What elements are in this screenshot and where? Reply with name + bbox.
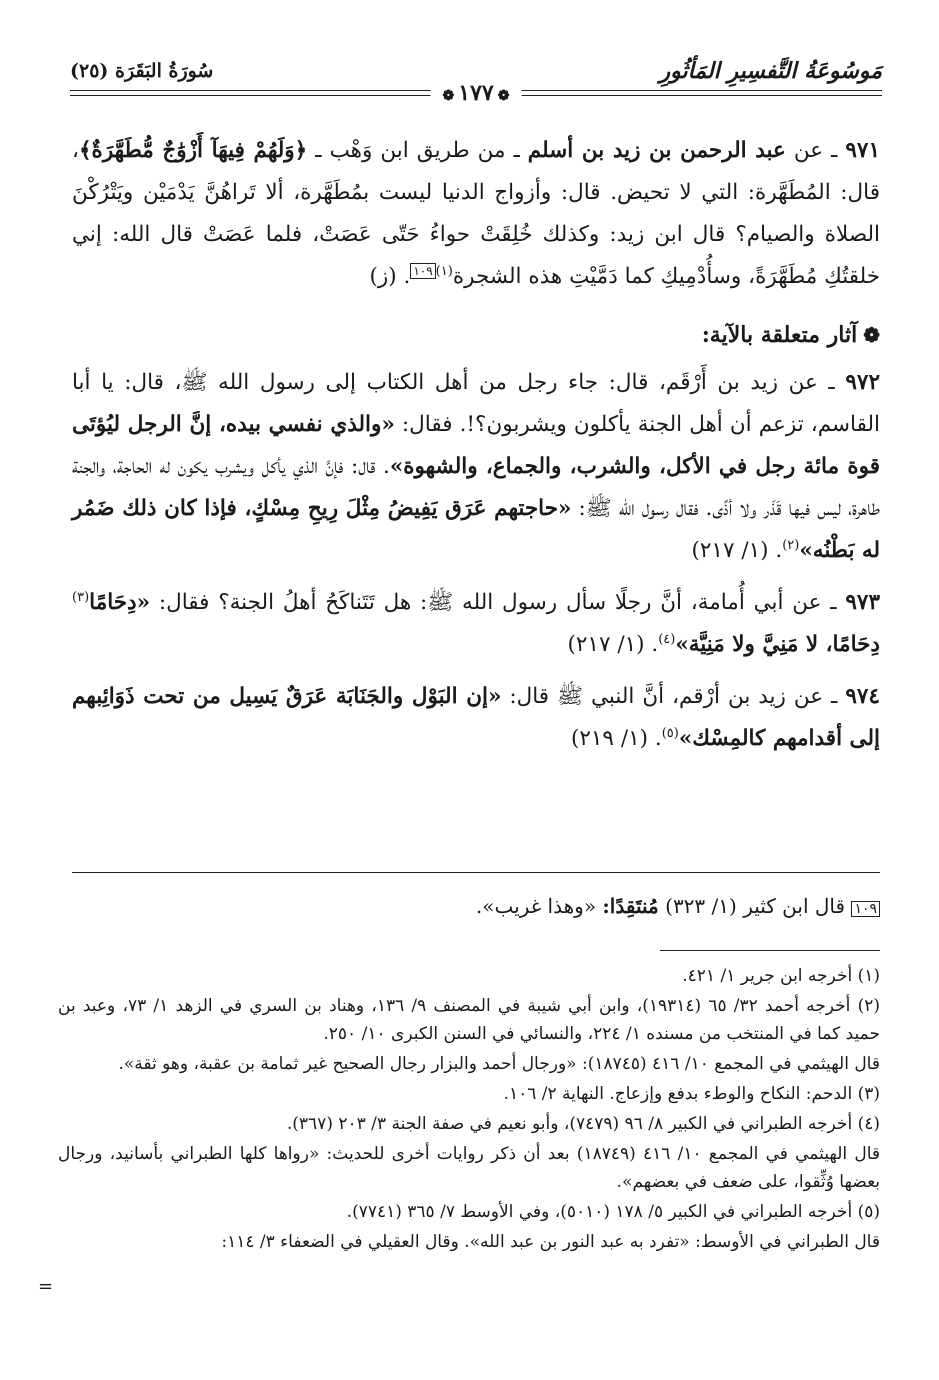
- narrator-name: عبد الرحمن بن زيد بن أسلم: [527, 138, 786, 163]
- main-text: [72, 130, 880, 770]
- footnote: (٥) أخرجه الطبراني في الكبير ٥/ ١٧٨ (٥٠١٠)، وفي الأوسط ٧/ ٣٦٥ (٧٧٤١).: [346, 1202, 880, 1222]
- narration-text: . قال: فإنَّ الذي يأكل ويشرب يكون له الحاجة، والجنة طاهرة، ليس فيها قَذَر ولا أذًى. فقال رسول الله ﷺ:: [72, 454, 880, 521]
- narration-973: [72, 582, 880, 666]
- footnote-separator: [660, 950, 880, 951]
- section-heading-text: آثار متعلقة بالآية:: [701, 322, 858, 348]
- editor-note-ref[interactable]: ١٠٩: [410, 263, 435, 279]
- hadith-quote: «حاجتهم عَرَق يَفِيضُ مِثْلَ رِيحِ مِسْكٍ، فإذا كان ذلك ضَمُر له بَطْنُه»: [72, 496, 880, 563]
- narration-text: ـ عن أبي أُمامة، أنَّ رجلًا سأل رسول الله ﷺ: هل تَتَناكَحُ أهلُ الجنة؟ فقال:: [150, 590, 846, 615]
- page-header: [70, 52, 882, 106]
- footnote: قال الهيثمي في المجمع ١٠/ ٤١٦ (١٨٧٤٩) بعد أن ذكر روايات أخرى للحديث: «رواها كلها الطبراني بأسانيد، ورجال بعضها وُثِّقوا، على ضعف في بعضهم».: [58, 1144, 880, 1192]
- footnote: (٢) أخرجه أحمد ٣٢/ ٦٥ (١٩٣١٤)، وابن أبي شيبة في المصنف ٩/ ١٣٦، وهناد بن السري في الزهد ١/ ٧٣، وعبد بن حميد كما في المنتخب من مسنده ١/ ٢٢٤، والنسائي في السنن الكبرى ١٠/ ٢٥٠.: [58, 996, 881, 1044]
- source-citation: . (ز): [369, 264, 411, 289]
- editor-note-text: قال ابن كثير (١/ ٣٢٣): [658, 894, 852, 918]
- footnote: (٤) أخرجه الطبراني في الكبير ٨/ ٩٦ (٧٤٧٩)، وأبو نعيم في صفة الجنة ٣/ ٢٠٣ (٣٦٧).: [286, 1114, 880, 1134]
- editor-note-quote: «وهذا غريب».: [475, 894, 603, 918]
- surah-label: سُورَةُ البَقَرَة (٢٥): [70, 60, 214, 82]
- footnote-ref[interactable]: (١): [435, 263, 453, 279]
- footnote: قال الطبراني في الأوسط: «تفرد به عبد النور بن عبد الله». وقال العقيلي في الضعفاء ٣/ ١١٤:: [221, 1232, 880, 1252]
- source-citation: . (١/ ٢١٧): [567, 632, 659, 657]
- narration-number: ٩٧١: [845, 138, 880, 163]
- footnote: قال الهيثمي في المجمع ١٠/ ٤١٦ (١٨٧٤٥): «ورجال أحمد والبزار رجال الصحيح غير ثمامة بن عقبة، وهو ثقة».: [118, 1054, 880, 1074]
- narration-972: [72, 362, 880, 572]
- narration-text: ـ عن: [785, 138, 846, 163]
- narration-number: ٩٧٢: [845, 370, 880, 395]
- hadith-quote: «والذي نفسي بيده، إنَّ الرجل ليُؤتَى قوة مائة رجل في الأكل، والشرب، والجماع، والشهوة»: [72, 412, 881, 479]
- footnote-ref[interactable]: (٥): [661, 725, 679, 741]
- page-number: ١٧٧: [458, 80, 494, 106]
- section-heading: [72, 314, 880, 356]
- page-number-wrap: [431, 80, 522, 106]
- narration-text: ـ عن زيد بن أَرْقَم، قال: جاء رجل من أهل الكتاب إلى رسول الله ﷺ، قال: يا أبا القاسم، تزعم أن أهل الجنة يأكلون ويشربون؟!. فقال:: [72, 370, 880, 437]
- source-citation: . (١/ ٢١٩): [570, 726, 662, 751]
- narration-974: [72, 676, 880, 760]
- editor-note-number: ١٠٩: [851, 901, 880, 917]
- source-citation: . (١/ ٢١٧): [691, 538, 783, 563]
- editor-note-emphasis: مُنتَقِدًا:: [602, 894, 659, 918]
- editor-note: [72, 886, 880, 926]
- footnotes: [58, 962, 880, 1258]
- flower-icon: ❁: [863, 323, 880, 347]
- narration-text: ، قال: المُطَهَّرة: التي لا تحيض. قال: وأزواج الدنيا ليست بمُطَهَّرة، ألا تَراهُنَّ يَدْمَيْن ويَتْرُكْنَ الصلاة والصيام؟ قال ابن زيد: وكذلك خُلِقَتْ حواءُ حَتّى عَصَتْ، فلما عَصَتْ قال الله: إني خلقتُكِ مُطَهَّرَةً، وسأُدْمِيكِ كما دَمَّيْتِ هذه الشجرة: [72, 138, 880, 289]
- hadith-quote: «إن البَوْل والجَنَابَة عَرَقٌ يَسِيل من تحت ذَوَائِبهم إلى أقدامهم كالمِسْك»: [72, 684, 880, 751]
- hadith-quote: دِحَامًا، لا مَنِيَّ ولا مَنِيَّة»: [675, 632, 880, 657]
- editor-note-separator: [72, 872, 880, 873]
- narration-number: ٩٧٣: [845, 590, 880, 615]
- footnote-ref[interactable]: (٢): [782, 537, 800, 553]
- quran-verse: ﴿وَلَهُمْ فِيهَآ أَزْوَٰجٌ مُّطَهَّرَةٌ﴾: [78, 138, 308, 163]
- narration-number: ٩٧٤: [845, 684, 880, 709]
- narration-text: ـ عن زيد بن أرْقم، أنَّ النبي ﷺ قال:: [501, 684, 846, 709]
- footnote-ref[interactable]: (٤): [658, 631, 676, 647]
- footnote-ref[interactable]: (٣): [72, 589, 90, 605]
- continuation-mark: =: [38, 1276, 54, 1297]
- footnote: (٣) الدحم: النكاح والوطء بدفع وإزعاج. النهاية ٢/ ١٠٦.: [503, 1084, 880, 1104]
- narration-text: ـ من طريق ابن وَهْب ـ: [307, 138, 528, 163]
- ornament-icon: ❁: [442, 88, 455, 104]
- ornament-icon: ❁: [497, 88, 510, 104]
- hadith-quote: «دِحَامًا: [89, 590, 151, 615]
- book-title: مَوسُوعَةُ التَّفسِيرِ المَأثُورِ: [659, 58, 882, 84]
- footnote: (١) أخرجه ابن جرير ١/ ٤٢١.: [682, 966, 880, 986]
- narration-971: [72, 130, 880, 298]
